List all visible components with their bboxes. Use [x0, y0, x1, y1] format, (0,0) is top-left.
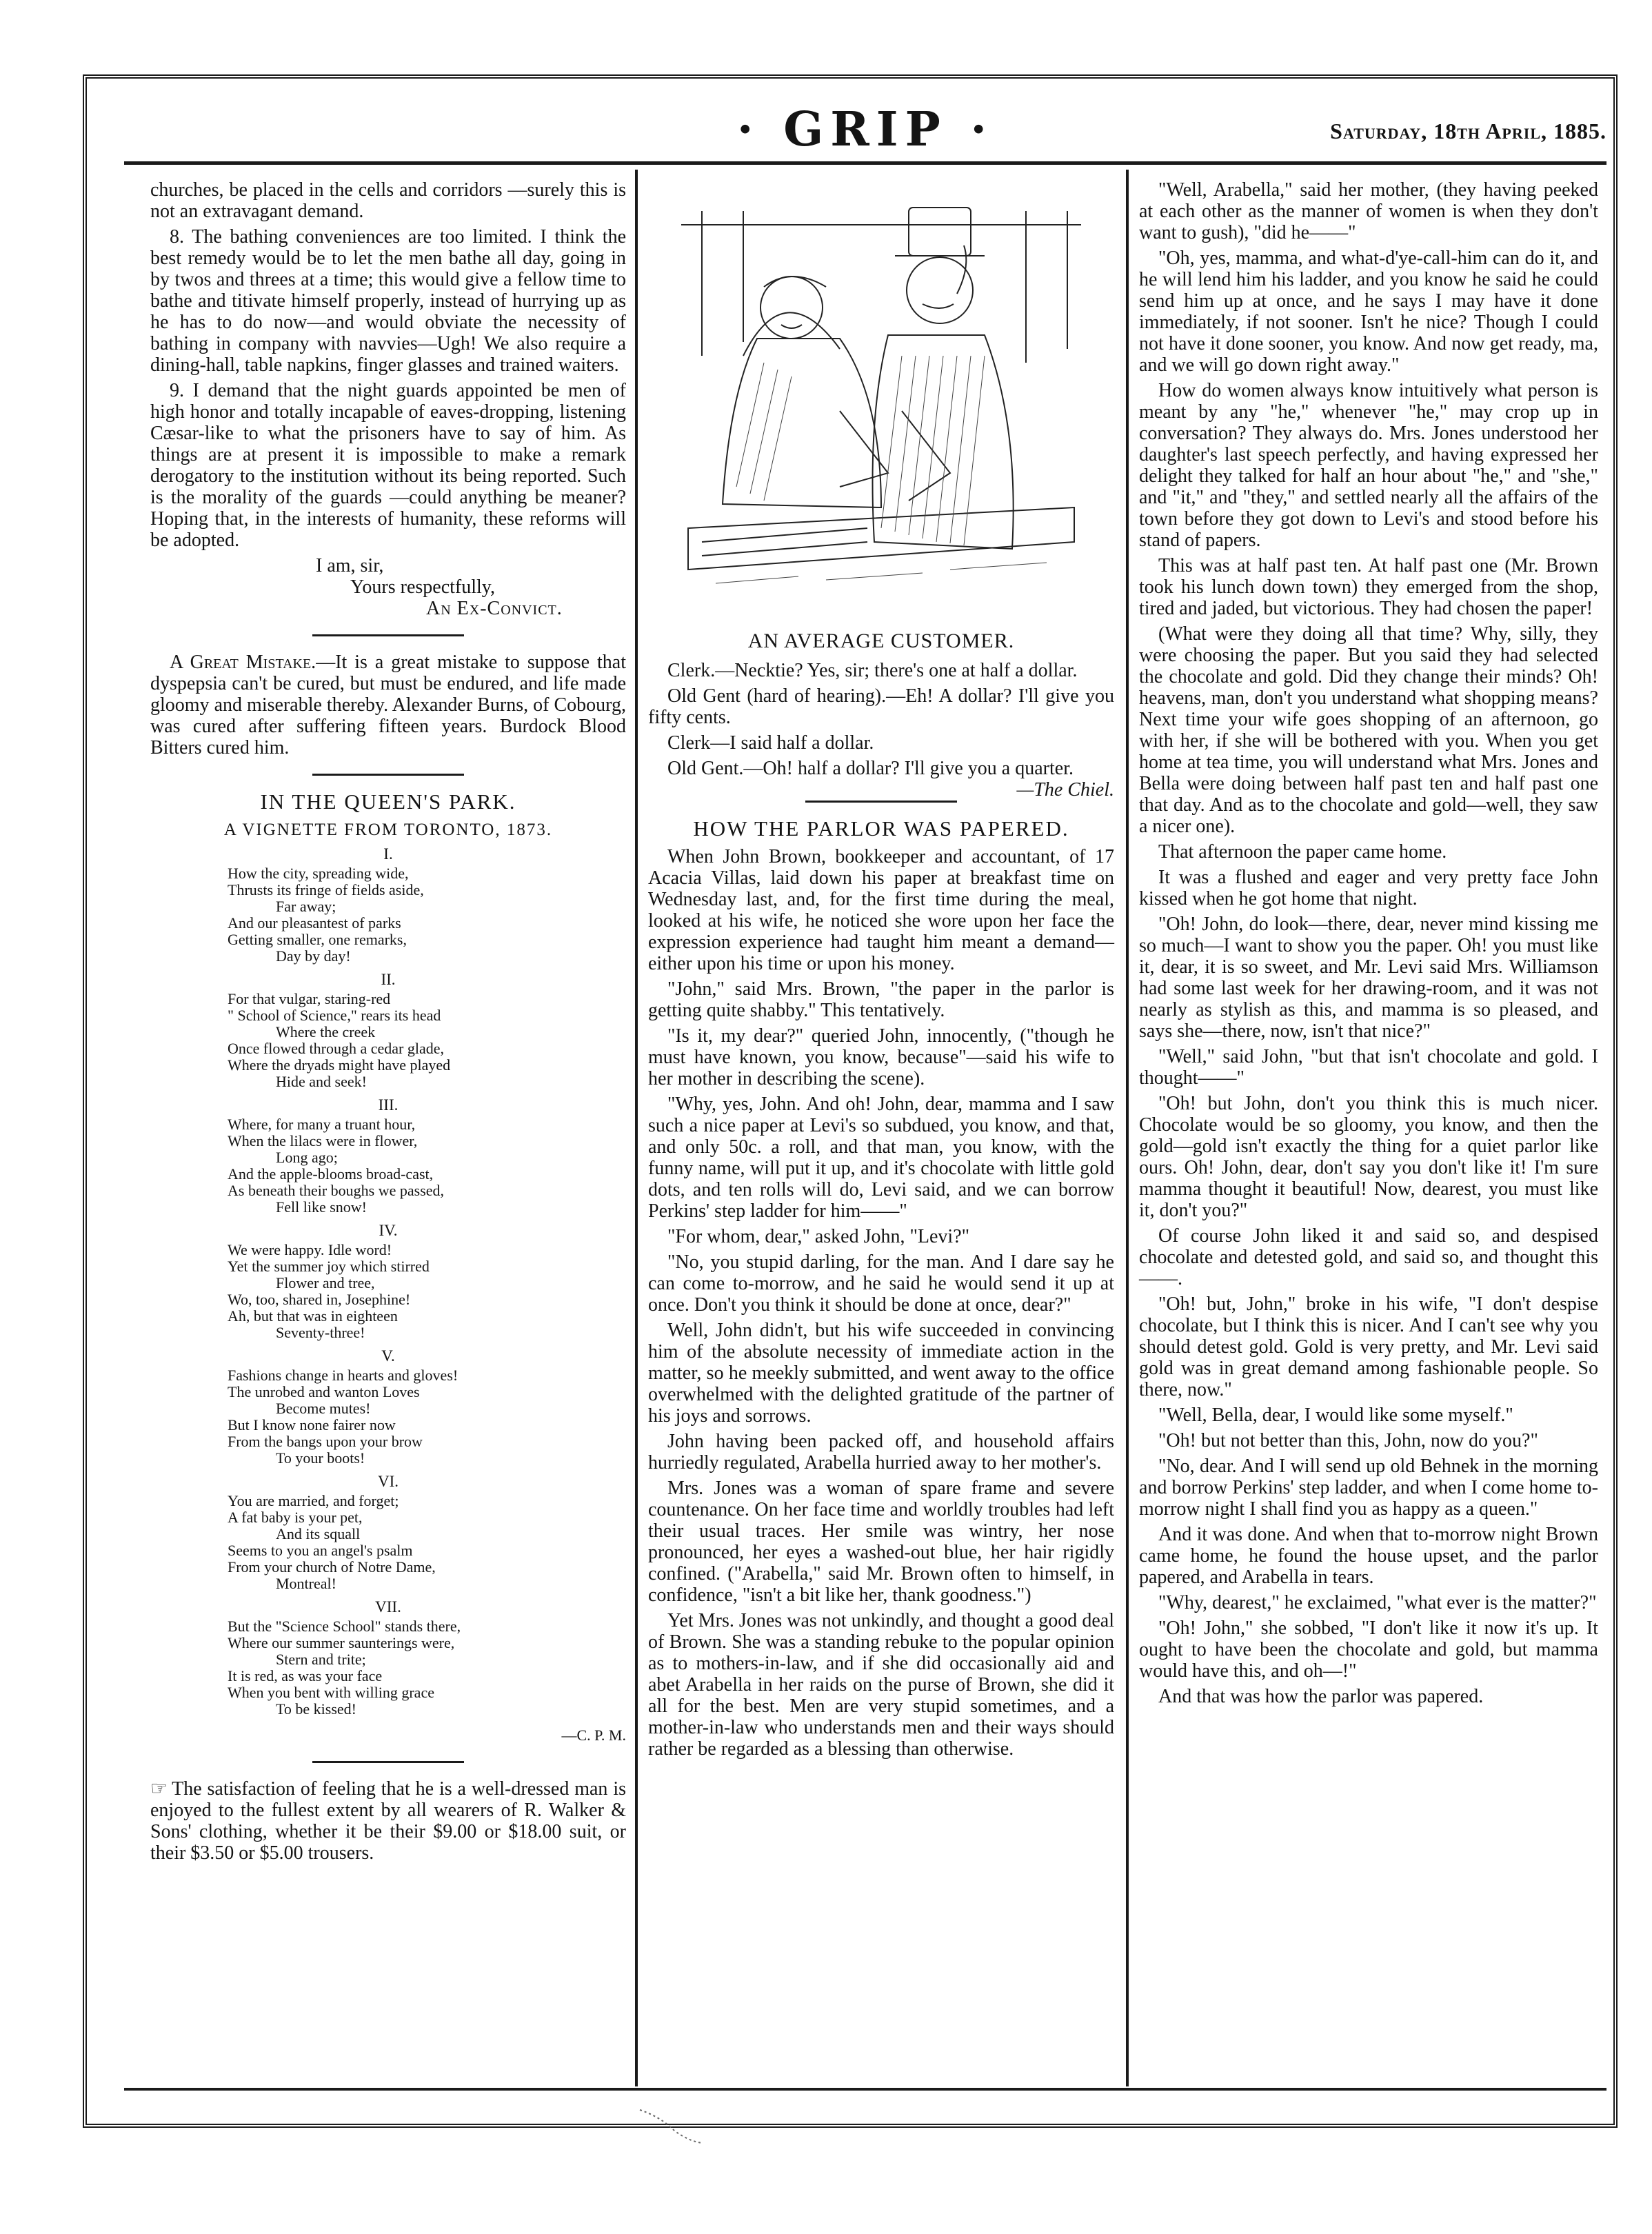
poem-line: Where the dryads might have played	[228, 1056, 451, 1074]
advert-body: The satisfaction of feeling that he is a well-dressed man is enjoyed to the fullest extent by all wearers of R. Walker & Sons' clothing, whether it be their $9.00 or $18.00 suit, or their $3.50 or $5.00 trousers.	[150, 1778, 626, 1864]
poem-line: The unrobed and wanton Loves	[228, 1383, 420, 1400]
poem-line: Become mutes!	[276, 1400, 371, 1417]
poem-line: As beneath their boughs we passed,	[228, 1182, 445, 1199]
issue-date: Saturday, 18th April, 1885.	[1330, 119, 1606, 143]
dialogue-text: Old Gent.—Oh! half a dollar? I'll give you a quarter.	[667, 758, 1074, 779]
poem-stanza	[228, 865, 626, 965]
poem-line: Fell like snow!	[276, 1198, 367, 1216]
stanza-number: II.	[381, 971, 396, 988]
poem-line: Day by day!	[276, 947, 351, 965]
story-paragraph: "Why, yes, John. And oh! John, dear, mamma and I saw such a nice paper at Levi's so subdued, you know, and that, and only 50c. a roll, and that man, you know, with the funny name, will put it up, and it's chocolate with little gold dots, and ten rolls will do, Levi said, and we can borrow Perkins' step ladder for him——"	[648, 1094, 1114, 1222]
poem-line: Fashions change in hearts and gloves!	[228, 1367, 459, 1384]
dialogue-line: Clerk—I said half a dollar.	[667, 732, 874, 754]
poem-stanza	[228, 1367, 626, 1467]
story-paragraph: It was a flushed and eager and very pretty face John kissed when he got home that night.	[1139, 867, 1598, 909]
story-paragraph: Yet Mrs. Jones was not unkindly, and thought a good deal of Brown. She was a standing rebuke to the popular opinion as to mothers-in-law, and if she did occasionally aid and abet Arabella in her raids on the purse of Brown, she did it all for the best. Men are very stupid sometimes, and a mother-in-law who understands men and their ways should rather be regarded as a blessing than otherwise.	[648, 1610, 1114, 1760]
poem-line: It is red, as was your face	[228, 1667, 383, 1684]
story-paragraph: "Oh! but John, don't you think this is much nicer. Chocolate would be so gloomy, you know, and then the gold—gold isn't exactly the thing for a quiet parlor like ours. Oh! John, dear, don't say you don't like it! I'm sure mamma thought it beautiful! Now, dearest, you must like it, don't you?"	[1139, 1093, 1598, 1221]
signoff-name: An Ex-Convict.	[426, 598, 563, 619]
dialogue-line	[648, 758, 1114, 801]
article-paragraph: 8. The bathing conveniences are too limited. I think the best remedy would be to let the men bathe all day, going in by twos and threes at a time; this would give a fellow time to bathe and titivate himself properly, instead of hurrying up as he has to do now—and would obviate the necessity of bathing in company with navvies—Ugh! We also require a dining-hall, table napkins, finger glasses and trained waiters.	[150, 226, 626, 376]
story-paragraph: And that was how the parlor was papered.	[1158, 1686, 1484, 1707]
poem-line: And the apple-blooms broad-cast,	[228, 1165, 434, 1183]
poem-line: A fat baby is your pet,	[228, 1509, 363, 1526]
story-paragraph: "For whom, dear," asked John, "Levi?"	[667, 1226, 970, 1247]
section-divider	[805, 801, 957, 803]
section-divider	[312, 1761, 464, 1763]
story-paragraph: John having been packed off, and household affairs hurriedly regulated, Arabella hurried away to her mother's.	[648, 1431, 1114, 1473]
print-smudge	[633, 2103, 716, 2144]
story-paragraph: "Well, Arabella," said her mother, (they having peeked at each other as the manner of women is when they don't want to gush), "did he——"	[1139, 179, 1598, 243]
poem-line: From your church of Notre Dame,	[228, 1558, 436, 1576]
poem-line: How the city, spreading wide,	[228, 865, 409, 882]
column-middle	[648, 179, 1114, 1764]
story-paragraph: (What were they doing all that time? Why, silly, they were choosing the paper. But you said they had selected the chocolate and gold. Did they change their minds? Oh! heavens, man, don't you understand what shopping means? Next time your wife goes shopping of an afternoon, go with her, if she will be bothered with you. When you get home at tea time, you will understand what Mrs. Jones and Bella were doing between half past ten and half past one that day. And as to the chocolate and gold—well, they saw a nicer one).	[1139, 623, 1598, 837]
poem-line: Where, for many a truant hour,	[228, 1116, 416, 1133]
poem-line: But I know none fairer now	[228, 1416, 396, 1433]
story-paragraph: How do women always know intuitively what person is meant by any "he," whenever "he," may crop up in conversation? They always do. Mrs. Jones understood her daughter's last speech perfectly, and having expressed her delight they talked for half an hour about "he," and "she," and "it," and "they," and settled nearly all the affairs of the town before they got down to Levi's and stood before his stand of papers.	[1139, 380, 1598, 551]
poem-line: When you bent with willing grace	[228, 1684, 434, 1701]
story-paragraph: And it was done. And when that to-morrow night Brown came home, he found the house upset, and the parlor papered, and Arabella in tears.	[1139, 1524, 1598, 1588]
story-paragraph: "Well, Bella, dear, I would like some myself."	[1158, 1405, 1513, 1426]
advert-title: A Great Mistake.	[170, 652, 316, 673]
story-paragraph: This was at half past ten. At half past one (Mr. Brown took his lunch down town) they emerged from the shop, tired and jaded, but victorious. They had chosen the paper!	[1139, 555, 1598, 619]
poem-line: Seems to you an angel's psalm	[228, 1542, 413, 1559]
page-header	[124, 102, 1606, 165]
poem-line: For that vulgar, staring-red	[228, 990, 391, 1007]
pointing-hand-icon: ☞	[150, 1778, 168, 1800]
story-paragraph: "No, dear. And I will send up old Behnek in the morning and borrow Perkins' step ladder, and when I come home to-morrow night I shall find you as happy as a queen."	[1139, 1456, 1598, 1520]
column-divider	[1126, 170, 1129, 2086]
poem-line: Ah, but that was in eighteen	[228, 1307, 398, 1325]
poem-line: Yet the summer joy which stirred	[228, 1258, 430, 1275]
poem-line: Far away;	[276, 898, 336, 915]
article-paragraph: churches, be placed in the cells and corridors —surely this is not an extravagant demand.	[150, 179, 626, 222]
letter-signoff	[150, 555, 626, 619]
poem-line: Where the creek	[276, 1023, 376, 1040]
stanza-number: IV.	[379, 1222, 398, 1239]
poem-line: Once flowed through a cedar glade,	[228, 1040, 444, 1057]
cartoon-illustration	[661, 183, 1102, 625]
column-right	[1139, 179, 1598, 1711]
story-paragraph: Of course John liked it and said so, and despised chocolate and detested gold, and said so, and thought this——.	[1139, 1225, 1598, 1289]
poem-line: And our pleasantest of parks	[228, 914, 401, 932]
story-paragraph: "Oh! John, do look—there, dear, never mind kissing me so much—I want to show you the paper. Oh! you must like it, dear, it is so sweet, and Mr. Levi said Mrs. Williamson had some last week for her drawing-room, and it was not nearly as stylish as this, and mamma is so pleased, and says she—there, now, isn't that nice?"	[1139, 914, 1598, 1042]
poem-subtitle: A VIGNETTE FROM TORONTO, 1873.	[223, 821, 553, 839]
signoff-line: Yours respectfully,	[350, 576, 495, 598]
masthead: · GRIP ·	[736, 102, 994, 157]
advert-walker	[150, 1778, 626, 1864]
story-paragraph: "Why, dearest," he exclaimed, "what ever is the matter?"	[1158, 1592, 1597, 1613]
signoff-line: I am, sir,	[316, 555, 384, 576]
story-paragraph: "Oh, yes, mamma, and what-d'ye-call-him can do it, and he will lend him his ladder, and you know he said he could send him up at once, and he says I may have it done immediately, if not sooner. Isn't he nice? Though I could not have it done sooner, you know. And now get ready, ma, and we will go down right away."	[1139, 248, 1598, 376]
poem-stanza	[228, 1493, 626, 1592]
poem-line: Flower and tree,	[276, 1274, 375, 1291]
story-paragraph: "Oh! but, John," broke in his wife, "I don't despise chocolate, but I think this is nicer. And I can't see why you should detest gold. Gold is very pretty, and Mr. Levi said gold was in great demand among fashionable people. So there, now."	[1139, 1294, 1598, 1400]
story-paragraph: "No, you stupid darling, for the man. And I dare say he can come to-morrow, and he said he would send it up at once. Don't you think it should be done at once, dear?"	[648, 1251, 1114, 1316]
poem-stanza	[228, 991, 626, 1090]
poem-line: " School of Science," rears its head	[228, 1007, 441, 1024]
poem-line: Montreal!	[276, 1575, 336, 1592]
poem-line: Seventy-three!	[276, 1324, 365, 1341]
story-paragraph: When John Brown, bookkeeper and accountant, of 17 Acacia Villas, laid down his paper at breakfast time on Wednesday last, and, for the first time during the meal, looked at his wife, he noticed she wore upon her face the expression experience had taught him meant a demand—either upon his time or upon his money.	[648, 846, 1114, 974]
poem	[150, 846, 626, 1718]
stanza-number: III.	[378, 1096, 399, 1114]
page-bottom-rule	[124, 2088, 1606, 2091]
poem-line: Thrusts its fringe of fields aside,	[228, 881, 424, 898]
story-paragraph: "Oh! but not better than this, John, now do you?"	[1158, 1430, 1538, 1451]
poem-line: But the "Science School" stands there,	[228, 1618, 461, 1635]
cartoon-dialogue	[648, 660, 1114, 801]
dialogue-line: Old Gent (hard of hearing).—Eh! A dollar? I'll give you fifty cents.	[648, 685, 1114, 728]
story-paragraph: Well, John didn't, but his wife succeeded in convincing him of the absolute necessity of immediate action in the matter, so he meekly submitted, and went away to the office overwhelmed with the delighted gratitude of the partner of his joys and sorrows.	[648, 1320, 1114, 1427]
poem-line: Hide and seek!	[276, 1073, 367, 1090]
poem-line: To your boots!	[276, 1449, 365, 1467]
poem-line: From the bangs upon your brow	[228, 1433, 423, 1450]
poem-stanza	[228, 1242, 626, 1341]
poem-line: Long ago;	[276, 1149, 338, 1166]
story-paragraph: That afternoon the paper came home.	[1158, 841, 1447, 863]
column-divider	[635, 170, 638, 2086]
poem-line: When the lilacs were in flower,	[228, 1132, 418, 1149]
story-paragraph: "John," said Mrs. Brown, "the paper in the parlor is getting quite shabby." This tentatively.	[648, 978, 1114, 1021]
story-paragraph: "Is it, my dear?" queried John, innocently, ("though he must have known, you know, because"—said his wife to her mother in describing the scene).	[648, 1025, 1114, 1089]
section-divider	[312, 634, 464, 636]
story-paragraph: Mrs. Jones was a woman of spare frame and severe countenance. On her face time and worldly troubles had left their usual traces. Her smile was wintry, her nose pronounced, her eyes a washed-out blue, her hair rigidly confined. ("Arabella," said Mr. Brown often to himself, in confidence, "isn't a bit like her, thank goodness.")	[648, 1478, 1114, 1606]
cartoon-caption: AN AVERAGE CUSTOMER.	[747, 630, 1015, 652]
stanza-number: VI.	[377, 1473, 399, 1490]
article-paragraph: 9. I demand that the night guards appointed be men of high honor and totally incapable of eaves-dropping, listening Cæsar-like to what the prisoners have to say of him. As things are at present it is impossible to make a remark derogatory to the institution without its being reported. Such is the morality of the guards —could anything be meaner? Hoping that, in the interests of humanity, these reforms will be adopted.	[150, 380, 626, 551]
stanza-number: I.	[383, 845, 393, 863]
stanza-number: V.	[381, 1347, 395, 1365]
dialogue-attribution: —The Chiel.	[1016, 779, 1114, 801]
poem-stanza	[228, 1116, 626, 1216]
stanza-number: VII.	[375, 1598, 401, 1616]
dialogue-line: Clerk.—Necktie? Yes, sir; there's one at half a dollar.	[667, 660, 1078, 681]
story-title: HOW THE PARLOR WAS PAPERED.	[693, 816, 1069, 841]
poem-stanza	[228, 1618, 626, 1718]
poem-line: Where our summer saunterings were,	[228, 1634, 455, 1651]
advert-body: —It is a great mistake to suppose that dyspepsia can't be cured, but must be endured, and life made gloomy and miserable thereby. Alexander Burns, of Cobourg, was cured after suffering fifteen years. Burdock Blood Bitters cured him.	[150, 652, 627, 758]
poem-line: Wo, too, shared in, Josephine!	[228, 1291, 411, 1308]
poem-line: You are married, and forget;	[228, 1492, 399, 1509]
column-left	[150, 179, 626, 1868]
poem-title: IN THE QUEEN'S PARK.	[260, 789, 516, 814]
story-paragraph: "Well," said John, "but that isn't chocolate and gold. I thought——"	[1139, 1046, 1598, 1089]
advert-great-mistake	[150, 652, 626, 758]
section-divider	[312, 774, 464, 776]
story-paragraph: "Oh! John," she sobbed, "I don't like it now it's up. It ought to have been the chocolate and gold, but mamma would have this, and oh—!"	[1139, 1618, 1598, 1682]
poem-line: And its squall	[276, 1525, 361, 1542]
poem-line: We were happy. Idle word!	[228, 1241, 392, 1258]
poem-signature: —C. P. M.	[561, 1727, 626, 1744]
poem-line: Stern and trite;	[276, 1651, 366, 1668]
poem-line: Getting smaller, one remarks,	[228, 931, 407, 948]
poem-line: To be kissed!	[276, 1700, 356, 1718]
